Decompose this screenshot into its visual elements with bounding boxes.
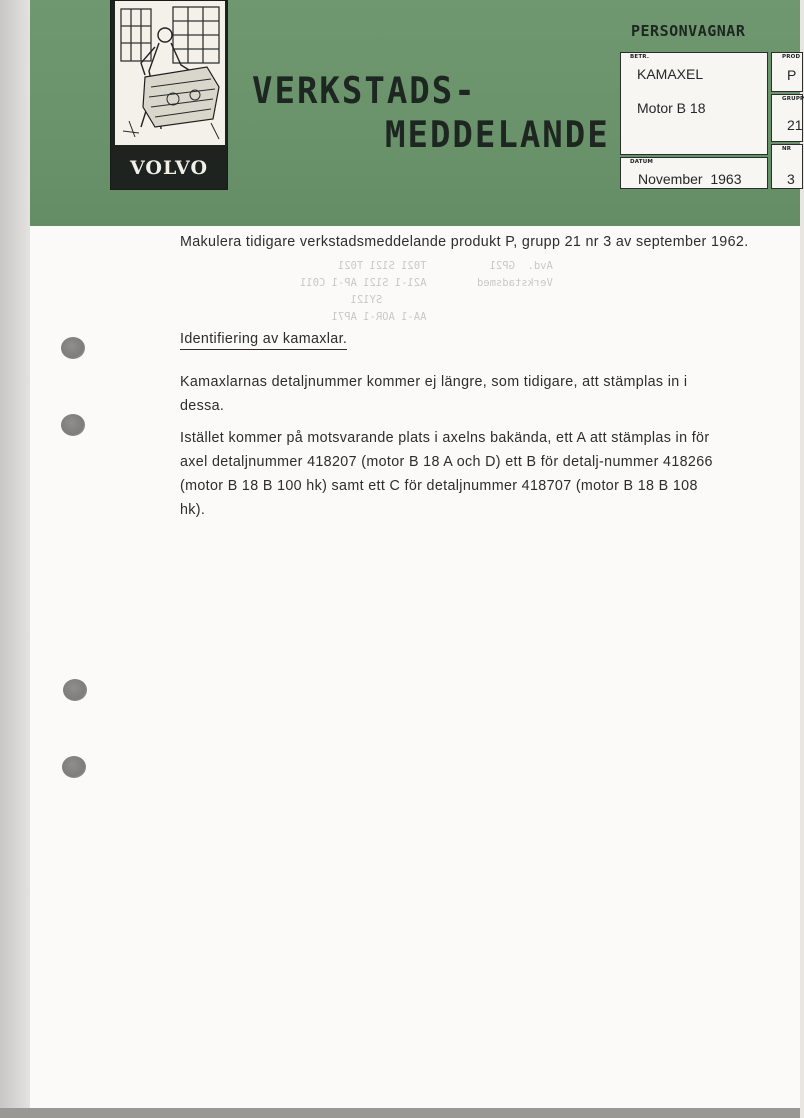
category-label: PERSONVAGNAR — [631, 22, 746, 40]
datum-box — [620, 157, 768, 189]
grupp-box — [771, 94, 803, 142]
intro-text: Makulera tidigare verkstadsmeddelande produkt P, grupp 21 nr 3 av september 1962. — [180, 234, 749, 250]
betr-line-2: Motor B 18 — [637, 100, 706, 116]
punch-hole-icon — [62, 756, 86, 778]
datum-label: DATUM — [630, 159, 654, 165]
betr-box — [620, 52, 768, 155]
paragraph-1: Kamaxlarnas detaljnummer kommer ej längre, som tidigare, att stämplas in i dessa. — [180, 374, 688, 414]
prod-label: PROD — [782, 54, 801, 60]
punch-hole-icon — [61, 414, 85, 436]
punch-hole-icon — [61, 337, 85, 359]
grupp-value: 21 — [787, 117, 803, 133]
title-line-1: VERKSTADS- — [252, 69, 477, 113]
volvo-logo-block — [110, 0, 228, 190]
title-line-2: MEDDELANDE — [385, 113, 610, 157]
prod-value: P — [787, 67, 797, 83]
volvo-brand: VOLVO — [129, 157, 209, 179]
punch-hole-icon — [63, 679, 87, 701]
nr-label: NR — [782, 146, 792, 152]
mechanic-illustration-icon — [115, 1, 225, 145]
nr-value: 3 — [787, 171, 795, 187]
background-edge — [0, 0, 30, 1118]
section-heading: Identifiering av kamaxlar. — [180, 331, 347, 350]
sheet-bottom-edge — [0, 1108, 800, 1118]
paragraph-2: Istället kommer på motsvarande plats i axelns bakända, ett A att stämplas in för axel detaljnummer 418207 (motor B 18 A och D) ett B för detalj-nummer 418266 (motor B 18 B 100 hk) samt ett C för detaljnummer 418707 (motor B 18 B 108 hk). — [180, 430, 713, 518]
betr-label: BETR. — [630, 54, 650, 60]
datum-value: November 1963 — [638, 171, 742, 187]
nr-box — [771, 144, 803, 189]
prod-box — [771, 52, 803, 92]
betr-line-1: KAMAXEL — [637, 66, 704, 82]
grupp-label: GRUPP — [782, 96, 804, 102]
show-through-text: Avd. GP21 T021 S121 T021 Verkstadsmed A21-1 S121 AP-1 C011 SY121 AA-1 AOR-1 AP71 — [300, 260, 553, 323]
